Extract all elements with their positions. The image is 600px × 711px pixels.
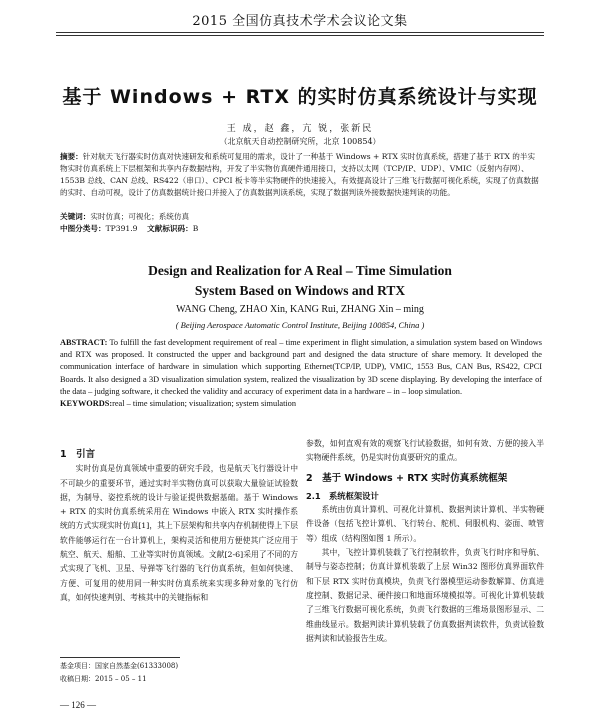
section-2-1-title: 2.1 系统框架设计 <box>306 490 379 501</box>
english-title-line2: System Based on Windows and RTX <box>194 283 406 298</box>
class-code: TP391.9 <box>105 224 138 233</box>
english-title-line1: Design and Realization for A Real – Time Simulation <box>148 263 452 278</box>
section-2-title: 2 基于 Windows + RTX 实时仿真系统框架 <box>306 472 508 484</box>
conference-header: 2015 全国仿真技术学术会议论文集 <box>192 14 408 29</box>
right-column <box>306 437 544 646</box>
english-title <box>0 261 600 301</box>
chinese-abstract-text: 针对航天飞行器实时仿真对快速研发和系统可复用的需求，设计了一种基于 Windows + RTX 实时仿真系统，搭建了基于 RTX 的半实物实时仿真系统上下层框架和共享内存数据结构，开发了半实物仿真硬件通用接口，支持以太网（TCP/IP、UDP）、VMIC（反射内存网）、1553B 总线、CAN 总线、RS422（串口）、CPCI 板卡等半实物硬件的快速接入，有效提高设计了三维飞行数据可视化系统，实现了仿真数据的实时、自动可视，设计了仿真数据统计接口并接入了仿真数据判读系统，实现了数据判读外接数据快速判读的功能。 <box>60 152 539 197</box>
chinese-meta <box>60 211 542 235</box>
chinese-keywords <box>60 211 542 223</box>
chinese-affiliation: （北京航天自动控制研究所，北京 100854） <box>219 137 381 146</box>
chinese-title: 基于 Windows + RTX 的实时仿真系统设计与实现 <box>62 86 538 108</box>
classification-line <box>60 223 542 235</box>
keywords-label: 关键词： <box>60 212 91 221</box>
header-rule-thin <box>56 35 544 36</box>
chinese-abstract <box>60 151 542 199</box>
class-label: 中图分类号： <box>60 224 106 233</box>
english-affiliation: ( Beijing Aerospace Automatic Control Institute, Beijing 100854, China ) <box>175 320 425 330</box>
footnotes <box>60 660 298 686</box>
section-2-paragraph-2: 其中，飞控计算机装载了飞行控制软件，负责飞行时序和导航、制导与姿态控制；仿真计算机装载了上层 Win32 图形仿真界面软件和下层 RTX 实时仿真模块，负责飞行器模型运动参数解算、仿真进度控制、数据记录、硬件接口和地面环境模拟等。可视化计算机装载了三维飞行数据可视化系统，负责飞行数据的三维场景图形显示、二维曲线显示。数据判读计算机装载了仿真数据判读软件，负责试验数据判读和试验报告生成。 <box>306 548 544 643</box>
section-1-continuation: 参数，如何直观有效的观察飞行试验数据，如何有效、方便的接入半实物硬件系统，仍是实时仿真要研究的重点。 <box>306 439 544 463</box>
english-abstract-label: ABSTRACT: <box>60 338 108 347</box>
english-keywords-label: KEYWORDS: <box>60 399 113 409</box>
page-number: — 126 — <box>60 700 96 710</box>
footnote-received: 收稿日期：2015 – 05 – 11 <box>60 675 147 683</box>
chinese-authors: 王 成，赵 鑫，亢 锐，张新民 <box>226 124 374 134</box>
doc-code: B <box>192 224 199 233</box>
english-keywords <box>60 398 542 410</box>
section-2-paragraph-1: 系统由仿真计算机、可视化计算机、数据判读计算机、半实物硬件设备（包括飞控计算机、飞行转台、舵机、伺服机构、姿面、喷管等）组成（结构图如图 1 所示）。 <box>306 505 544 543</box>
header-rule <box>56 32 544 33</box>
english-keywords-text: real – time simulation; visualization; system simulation <box>112 399 296 409</box>
english-abstract-text: To fulfill the fast development requirement of real – time experiment in flight simulation, a simulation system based on Windows and RTX was proposed. It constructed the upper and background part and designed the data structure of share memory. It developed the communication interface of hardware in simulation which supporting Ethernet(TCP/IP, UDP), VMIC, 1553 Bus, CAN Bus, RS422, CPCI Boards. It also designed a 3D visualization simulation system, realized the visualization by 3D scene displaying. By developing the interface of the data – judging software, it checked the validity and accuracy of experiment data in a hardware – in – loop simulation. <box>60 338 542 396</box>
keywords-text: 实时仿真；可视化；系统仿真 <box>90 212 190 221</box>
chinese-abstract-label: 摘要： <box>60 152 83 161</box>
footnote-rule <box>60 657 180 658</box>
left-column <box>60 448 298 605</box>
doc-label: 文献标识码： <box>147 224 193 233</box>
section-1-paragraph: 实时仿真是仿真领域中重要的研究手段，也是航天飞行器设计中不可缺少的重要环节，通过实时半实物仿真可以获取大量验证试验数据，为制导、姿控系统的设计与验证提供数据基础。基于 Windows + RTX 的实时仿真系统采用在 Windows 中嵌入 RTX 实时操作系统的方式实现实时仿真[1]，其上下层架构和共享内存机制使得上下层软件能够运行在一台计算机上，架构灵活和使用方便使其广泛应用于航空、航天、船舶、工业等实时仿真领域。文献[2-6]采用了不同的方式实现了飞机、卫星、导弹等飞行器的飞行仿真系统，但如何快速、方便、可复用的使用同一种实时仿真系统来实现多种对象的飞行仿真，如何快速判别、考核其中的关键指标和 <box>60 464 298 602</box>
section-1-title: 1 引言 <box>60 449 96 460</box>
footnote-funding: 基金项目：国家自然基金(61333008) <box>60 662 179 670</box>
english-authors: WANG Cheng, ZHAO Xin, KANG Rui, ZHANG Xin – ming <box>176 304 424 315</box>
english-abstract <box>60 337 542 410</box>
